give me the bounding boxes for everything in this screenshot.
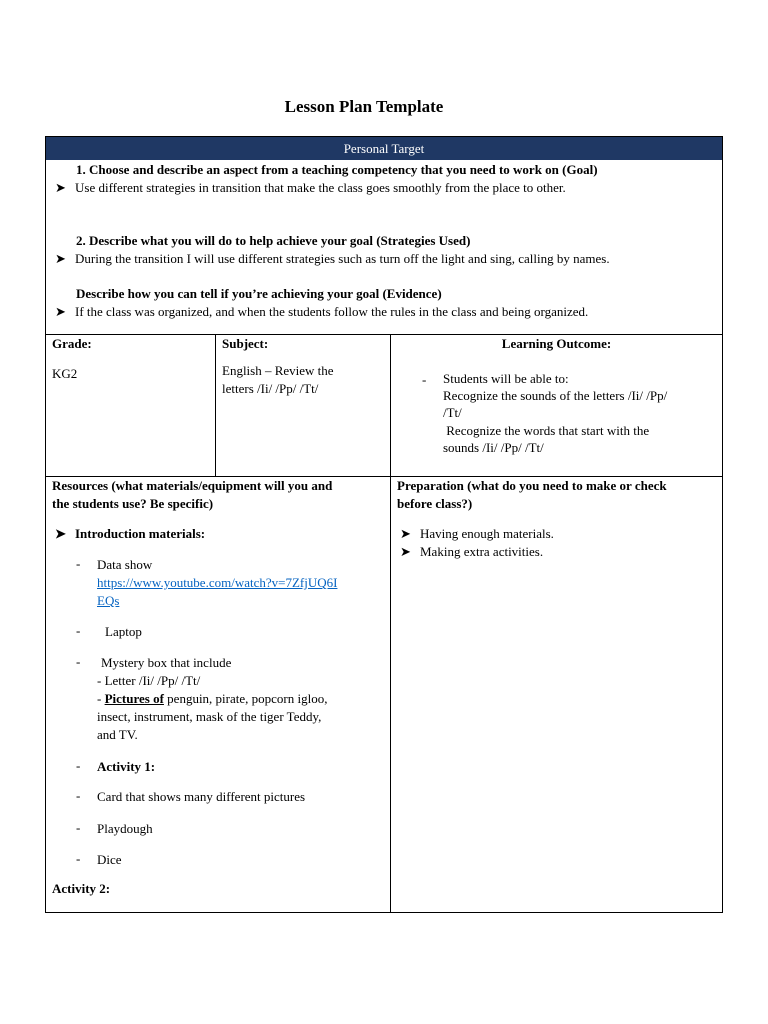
outcome-line-5: sounds /Ii/ /Pp/ /Tt/ (443, 440, 544, 455)
arrow-bullet-icon: ➤ (55, 180, 66, 195)
evidence-text: If the class was organized, and when the students follow the rules in the class and being organized. (75, 304, 589, 319)
strategies-heading: 2. Describe what you will do to help achieve your goal (Strategies Used) (76, 233, 471, 248)
resources-heading-2: the students use? Be specific) (52, 496, 214, 511)
strategies-text: During the transition I will use different strategies such as turn off the light and sing, calling by names. (75, 251, 610, 266)
activity-1-label: Activity 1: (97, 759, 156, 774)
goal-text: Use different strategies in transition that make the class goes smoothly from the place to other. (75, 180, 566, 195)
pictures-label: Pictures of (104, 691, 164, 706)
grade-label: Grade: (52, 336, 92, 351)
outcome-line-3: /Tt/ (443, 405, 462, 420)
introduction-materials (55, 526, 205, 542)
pictures-text: penguin, pirate, popcorn igloo, (163, 691, 328, 706)
pictures-prefix: - (97, 691, 105, 706)
personal-target-header: Personal Target (46, 137, 722, 160)
subject-label: Subject: (222, 336, 269, 351)
column-divider (215, 334, 216, 476)
grade-subject-outcome-row (46, 334, 722, 477)
evidence-heading: Describe how you can tell if you’re achieving your goal (Evidence) (76, 286, 442, 301)
column-divider (390, 476, 391, 912)
arrow-bullet-icon: ➤ (55, 251, 66, 266)
dash-bullet: - (76, 820, 81, 835)
dash-bullet: - (76, 654, 81, 669)
pictures-subitem (97, 690, 387, 708)
preparation-heading-1: Preparation (what do you need to make or check (397, 478, 667, 493)
playdough-item: Playdough (97, 821, 153, 836)
activity-2-label: Activity 2: (52, 881, 111, 896)
subject-line-1: English – Review the (222, 363, 334, 378)
arrow-bullet-icon: ➤ (55, 526, 66, 541)
outcome-line-4: Recognize the words that start with the (443, 423, 650, 438)
outcome-line-2: Recognize the sounds of the letters /Ii/ /Pp/ (443, 388, 668, 403)
letters-subitem: - Letter /Ii/ /Pp/ /Tt/ (97, 673, 201, 688)
dash-bullet: - (76, 851, 81, 866)
preparation-item (400, 526, 554, 542)
video-link-continued[interactable]: EQs (97, 593, 120, 608)
goal-section (46, 160, 722, 335)
arrow-bullet-icon: ➤ (400, 526, 411, 541)
goal-heading: 1. Choose and describe an aspect from a teaching competency that you need to work on (Goal) (76, 162, 598, 177)
dash-bullet: - (76, 788, 81, 803)
dice-item: Dice (97, 852, 122, 867)
mystery-box-item: Mystery box that include (101, 655, 232, 670)
preparation-item (400, 544, 543, 560)
subject-line-2: letters /Ii/ /Pp/ /Tt/ (222, 381, 319, 396)
preparation-item-text: Having enough materials. (420, 526, 554, 541)
preparation-item-text: Making extra activities. (420, 544, 544, 559)
resources-preparation-row (46, 476, 722, 912)
page-title: Lesson Plan Template (284, 97, 444, 116)
strategies-bullet (55, 251, 715, 267)
card-item: Card that shows many different pictures (97, 789, 306, 804)
pictures-subitem-end: and TV. (97, 727, 138, 742)
arrow-bullet-icon: ➤ (400, 544, 411, 559)
goal-bullet (55, 180, 715, 196)
grade-value: KG2 (52, 366, 78, 381)
arrow-bullet-icon: ➤ (55, 304, 66, 319)
lesson-plan-table (45, 136, 723, 913)
learning-outcome-label: Learning Outcome: (501, 336, 612, 351)
resources-heading-1: Resources (what materials/equipment will you and (52, 478, 333, 493)
outcome-line-1: Students will be able to: (443, 371, 569, 386)
dash-bullet: - (76, 623, 81, 638)
introduction-materials-label: Introduction materials: (75, 526, 206, 541)
video-link[interactable]: https://www.youtube.com/watch?v=7ZfjUQ6I (97, 575, 338, 590)
dash-bullet: - (76, 758, 81, 773)
dash-bullet: - (76, 556, 81, 571)
preparation-heading-2: before class?) (397, 496, 473, 511)
evidence-bullet (55, 304, 715, 320)
pictures-subitem-cont: insect, instrument, mask of the tiger Teddy, (97, 709, 322, 724)
column-divider (390, 334, 391, 476)
laptop-item: Laptop (105, 624, 142, 639)
outcome-dash: - (422, 372, 427, 387)
data-show-item: Data show (97, 557, 153, 572)
